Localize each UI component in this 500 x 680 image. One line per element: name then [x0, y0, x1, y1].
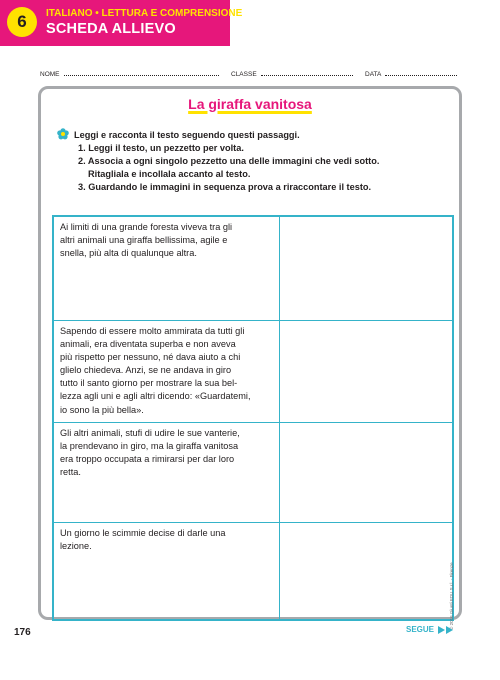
copyright-note: © 2016 Giunti EDU S.r.l. - Firenze: [449, 562, 454, 630]
table-row: [54, 423, 452, 523]
story-table: [52, 215, 454, 621]
story-line: più rispetto per nessuno, né dava aiuto a chi: [60, 352, 241, 363]
double-arrow-right-icon: [438, 626, 454, 634]
class-line[interactable]: [261, 70, 353, 76]
date-field[interactable]: [365, 70, 457, 78]
instructions-intro: Leggi e racconta il testo seguendo questi passaggi.: [74, 130, 300, 140]
story-line: lezione.: [60, 541, 92, 552]
story-line: tutto il santo giorno per mostrare la sua bel-: [60, 378, 238, 389]
image-paste-cell[interactable]: [280, 523, 452, 619]
story-line: io sono la più bella».: [60, 404, 144, 415]
class-label: CLASSE: [231, 71, 257, 78]
story-text-cell: [54, 523, 280, 619]
story-line: animali, era diventata superba e non aveva: [60, 339, 236, 350]
story-line: Sapendo di essere molto ammirata da tutti gli: [60, 326, 245, 336]
unit-number-badge: 6: [7, 7, 37, 37]
sheet-type-label: SCHEDA ALLIEVO: [46, 21, 176, 37]
story-line: Ai limiti di una grande foresta viveva tra gli: [60, 222, 233, 232]
date-label: DATA: [365, 71, 382, 78]
story-line: retta.: [60, 467, 81, 478]
story-text-cell: [54, 321, 280, 422]
story-line: era troppo occupata a rimirarsi per dar loro: [60, 454, 235, 465]
story-line: Gli altri animali, stufi di udire le sue vanterie,: [60, 428, 240, 438]
story-line: Un giorno le scimmie decise di darle una: [60, 528, 226, 538]
story-line: lezza agli uni e agli altri dicendo: «Guardatemi,: [60, 391, 251, 402]
flower-icon: [57, 128, 69, 140]
image-paste-cell[interactable]: [280, 423, 452, 522]
story-line: altri animali una giraffa bellissima, agile e: [60, 235, 228, 246]
worksheet-title: La giraffa vanitosa: [188, 96, 312, 112]
table-row: [54, 523, 452, 619]
image-paste-cell[interactable]: [280, 217, 452, 320]
instruction-step-1: 1. Leggi il testo, un pezzetto per volta.: [78, 143, 244, 153]
name-field[interactable]: [40, 70, 219, 78]
instruction-step-2: 2. Associa a ogni singolo pezzetto una delle immagini che vedi sotto.: [78, 156, 380, 166]
story-line: la prendevano in giro, ma la giraffa vanitosa: [60, 441, 239, 452]
page-number: 176: [14, 627, 31, 638]
story-line: snella, più alta di qualunque altra.: [60, 248, 197, 259]
image-paste-cell[interactable]: [280, 321, 452, 422]
story-text-cell: [54, 423, 280, 522]
continue-label: SEGUE: [406, 625, 435, 634]
date-line[interactable]: [385, 70, 457, 76]
name-label: NOME: [40, 71, 60, 78]
continue-indicator[interactable]: [406, 625, 454, 634]
name-line[interactable]: [64, 70, 219, 76]
story-line: glielo chiedeva. Anzi, se ne andava in giro: [60, 365, 232, 376]
table-row: [54, 217, 452, 321]
instruction-step-2-continued: Ritagliala e incollala accanto al testo.: [88, 169, 251, 179]
class-field[interactable]: [231, 70, 353, 78]
student-info-fields: [40, 70, 460, 80]
instruction-step-3: 3. Guardando le immagini in sequenza prova a riraccontare il testo.: [78, 182, 372, 192]
table-row: [54, 321, 452, 423]
subject-label: ITALIANO • LETTURA E COMPRENSIONE: [46, 8, 243, 19]
story-text-cell: [54, 217, 280, 320]
